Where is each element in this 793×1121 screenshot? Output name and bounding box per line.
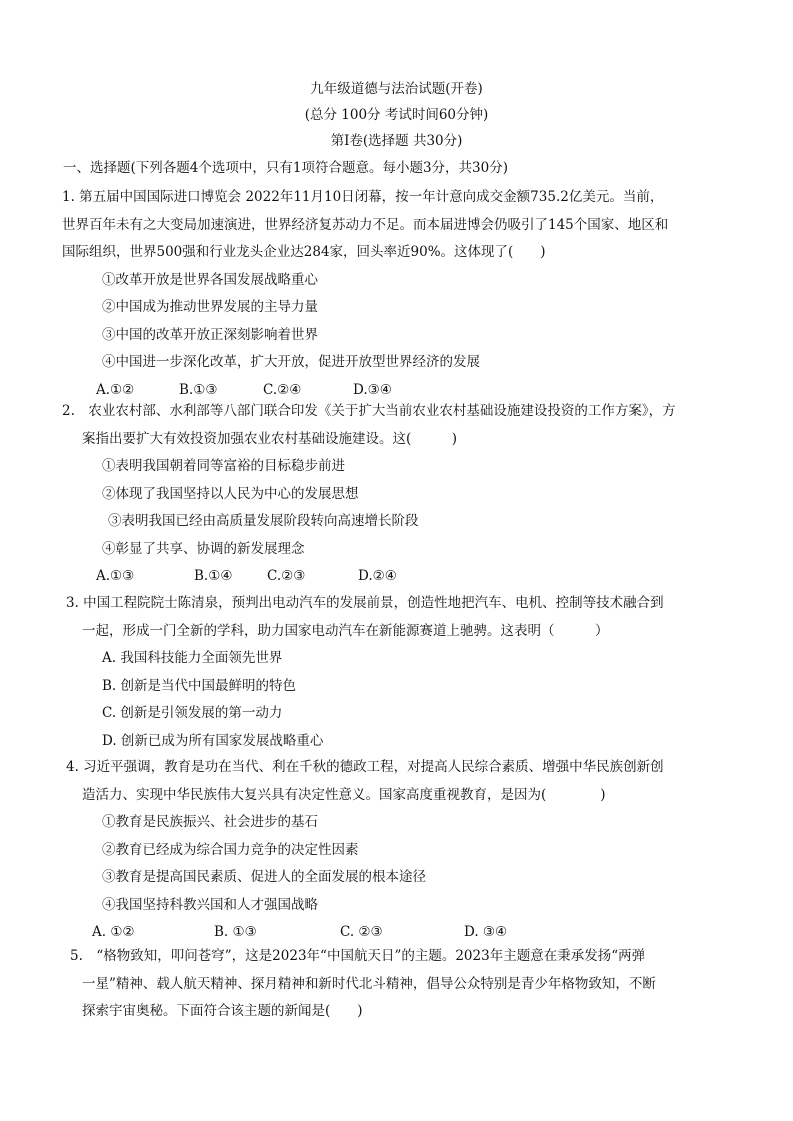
- choice-option: A. 我国科技能力全面领先世界: [102, 650, 283, 666]
- answer-choice-b: B.①④: [194, 568, 233, 584]
- question-stem-line: 探索宇宙奥秘。下面符合该主题的新闻是( ): [82, 1003, 363, 1019]
- question-stem-line: 一星”精神、载人航天精神、探月精神和新时代北斗精神，倡导公众特别是青少年格物致知，不断: [82, 975, 656, 992]
- answer-choice-a: A.①③: [96, 568, 135, 584]
- statement-option: ④彰显了共享、协调的新发展理念: [102, 540, 305, 557]
- statement-option: ①表明我国朝着同等富裕的目标稳步前进: [102, 458, 345, 474]
- statement-option: ①教育是民族振兴、社会进步的基石: [102, 814, 318, 830]
- answer-choice-d: D.②④: [358, 568, 397, 584]
- question-stem-line: 5. “格物致知，叩问苍穹”，这是2023年“中国航天日”的主题。2023年主题意在秉承发扬“两弹: [70, 948, 646, 964]
- answer-choice-d: D. ③④: [464, 924, 508, 940]
- answer-choice-b: B.①③: [179, 381, 218, 398]
- statement-option: ④中国进一步深化改革，扩大开放，促进开放型世界经济的发展: [102, 354, 480, 370]
- question-stem-line: 4. 习近平强调，教育是功在当代、利在千秋的德政工程，对提高人民综合素质、增强中华民族创新创: [66, 759, 664, 775]
- answer-choice-c: C.②④: [263, 381, 302, 398]
- statement-option: ②中国成为推动世界发展的主导力量: [102, 299, 318, 315]
- choice-option: B. 创新是当代中国最鲜明的特色: [102, 677, 297, 694]
- exam-title: 九年级道德与法治试题(开卷): [310, 81, 483, 97]
- question-2: [62, 398, 728, 591]
- section-heading: 一、选择题(下列各题4个选项中，只有1项符合题意。每小题3分，共30分): [63, 160, 508, 176]
- question-stem-line: 1. 第五届中国国际进口博览会 2022年11月10日闭幕，按一年计意向成交金额735.2亿美元。当前，: [62, 189, 664, 205]
- part-heading: 第Ⅰ卷(选择题 共30分): [330, 133, 463, 149]
- statement-option: ①改革开放是世界各国发展战略重心: [102, 271, 318, 288]
- answer-choice-a: A. ①②: [92, 924, 135, 940]
- question-stem-line: 案指出要扩大有效投资加强农业农村基础设施建设。这( ): [82, 430, 458, 447]
- answer-choice-c: C. ②③: [340, 924, 383, 940]
- question-3: [66, 590, 728, 755]
- question-stem-line: 一起，形成一门全新的学科，助力国家电动汽车在新能源赛道上驰骋。这表明（ ）: [82, 622, 609, 639]
- question-stem-line: 造活力、实现中华民族伟大复兴具有决定性意义。国家高度重视教育，是因为( ): [82, 786, 606, 803]
- question-4: [66, 754, 728, 947]
- statement-option: ②体现了我国坚持以人民为中心的发展思想: [102, 485, 359, 502]
- statement-option: ③教育是提高国民素质、促进人的全面发展的根本途径: [102, 869, 426, 885]
- answer-choices: [78, 563, 728, 591]
- question-1: [62, 184, 728, 404]
- statement-option: ④我国坚持科教兴国和人才强国战略: [102, 896, 318, 913]
- statement-option: ③表明我国已经由高质量发展阶段转向高速增长阶段: [108, 513, 419, 529]
- question-stem-line: 国际组织，世界500强和行业龙头企业达284家，回头率近90%。这体现了( ): [62, 244, 546, 260]
- statement-option: ②教育已经成为综合国力竞争的决定性因素: [102, 841, 359, 858]
- answer-choice-b: B. ①③: [214, 924, 257, 940]
- exam-subtitle: (总分 100分 考试时间60分钟): [304, 107, 489, 123]
- answer-choice-a: A.①②: [96, 381, 135, 398]
- answer-choice-c: C.②③: [267, 568, 306, 584]
- question-stem-line: 2. 农业农村部、水利部等八部门联合印发《关于扩大当前农业农村基础设施建设投资的工作方案》，方: [62, 403, 676, 419]
- question-5: [70, 943, 728, 1026]
- answer-choice-d: D.③④: [353, 381, 392, 398]
- title-block: [0, 76, 793, 154]
- choice-option: D. 创新已成为所有国家发展战略重心: [102, 732, 324, 749]
- choice-option: C. 创新是引领发展的第一动力: [102, 705, 283, 721]
- question-stem-line: 3. 中国工程院院士陈清泉，预判出电动汽车的发展前景，创造性地把汽车、电机、控制等技术融合到: [66, 595, 664, 611]
- statement-option: ③中国的改革开放正深刻影响着世界: [102, 326, 318, 343]
- question-stem-line: 世界百年未有之大变局加速演进，世界经济复苏动力不足。而本届进博会仍吸引了145个国家、地区和: [62, 216, 669, 233]
